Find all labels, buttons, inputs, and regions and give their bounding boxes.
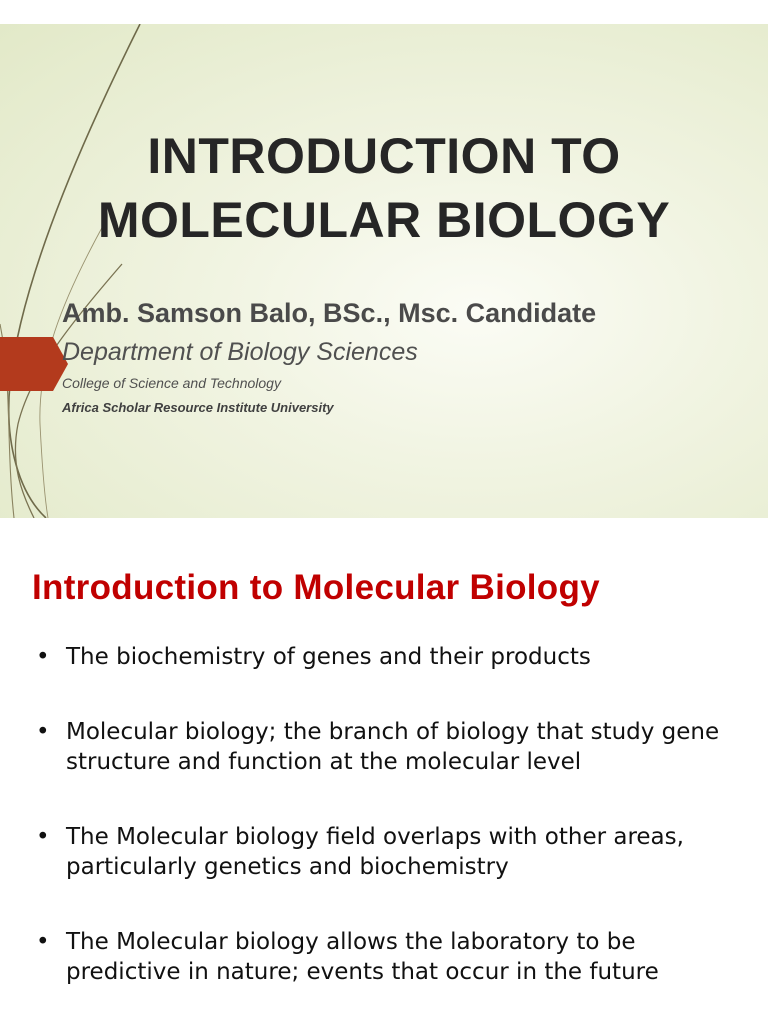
title-line-1: INTRODUCTION TO [147, 128, 621, 184]
department-name: Department of Biology Sciences [62, 338, 418, 366]
slide-title: Introduction to Molecular Biology [32, 568, 600, 607]
decorative-swoosh-lines [0, 24, 768, 518]
bullet-marker: • [36, 929, 50, 955]
bullet-text: Molecular biology; the branch of biology that study gene structure and function at the molecular level [66, 719, 720, 775]
author-name: Amb. Samson Balo, BSc., Msc. Candidate [62, 298, 597, 328]
bullet-text: The Molecular biology field overlaps with other areas, particularly genetics and biochemistry [66, 824, 684, 880]
college-name: College of Science and Technology [62, 375, 281, 391]
content-slide [0, 518, 768, 1024]
bullet-item [36, 717, 746, 777]
bullet-marker: • [36, 644, 50, 670]
bullet-list [36, 642, 746, 1024]
bullet-item [36, 642, 746, 672]
bullet-text: The Molecular biology allows the laboratory to be predictive in nature; events that occur in the future [66, 929, 659, 985]
title-slide [0, 24, 768, 518]
title-line-2: MOLECULAR BIOLOGY [97, 192, 671, 248]
bullet-item [36, 927, 746, 987]
bullet-item [36, 822, 746, 882]
bullet-text: The biochemistry of genes and their products [66, 644, 591, 670]
swoosh-line-1 [9, 24, 140, 518]
bullet-marker: • [36, 824, 50, 850]
university-name: Africa Scholar Resource Institute University [62, 400, 334, 415]
page-top-margin [0, 0, 768, 24]
presentation-title [0, 124, 768, 252]
bullet-marker: • [36, 719, 50, 745]
